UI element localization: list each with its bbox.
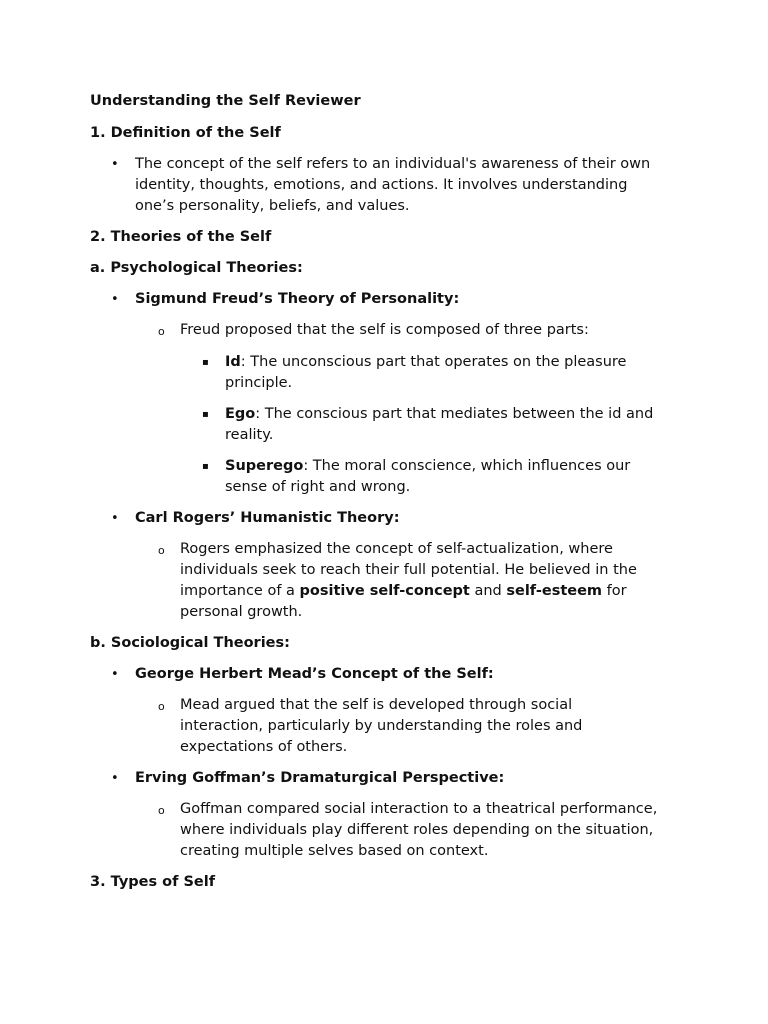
bullet-marker: • [111,157,119,172]
bullet-marker: • [111,292,119,307]
rogers-line-3 [180,581,627,602]
id-item-line-2: principle. [225,375,293,391]
section-3-heading: 3. Types of Self [90,874,216,890]
mead-line-1: Mead argued that the self is developed through social [180,697,573,713]
subsection-a-heading: a. Psychological Theories: [90,260,303,276]
goffman-line-1: Goffman compared social interaction to a theatrical performance, [180,801,658,817]
freud-theory-title: Sigmund Freud’s Theory of Personality: [135,291,460,307]
self-esteem-term: self-esteem [506,583,603,599]
circle-bullet-marker: o [158,804,165,817]
rogers-text: importance of a [180,583,300,599]
square-bullet-marker: ▪ [202,409,209,420]
rogers-text: for [602,583,627,599]
square-bullet-marker: ▪ [202,461,209,472]
document-title: Understanding the Self Reviewer [90,93,361,109]
superego-description: : The moral conscience, which influences our [303,458,631,474]
superego-item-line-1 [225,456,630,477]
definition-line-1: The concept of the self refers to an individual's awareness of their own [135,156,651,172]
subsection-b-heading: b. Sociological Theories: [90,635,290,651]
section-2-heading: 2. Theories of the Self [90,229,272,245]
ego-description: : The conscious part that mediates between the id and [255,406,654,422]
rogers-text: and [469,583,507,599]
circle-bullet-marker: o [158,700,165,713]
circle-bullet-marker: o [158,544,165,557]
bullet-marker: • [111,511,119,526]
definition-line-2: identity, thoughts, emotions, and actions. It involves understanding [135,177,628,193]
id-description: : The unconscious part that operates on the pleasure [240,354,627,370]
mead-line-2: interaction, particularly by understanding the roles and [180,718,583,734]
superego-term: Superego [225,458,304,474]
bullet-marker: • [111,771,119,786]
goffman-theory-title: Erving Goffman’s Dramaturgical Perspective: [135,770,505,786]
definition-line-3: one’s personality, beliefs, and values. [135,198,410,214]
freud-intro: Freud proposed that the self is composed of three parts: [180,322,589,338]
circle-bullet-marker: o [158,325,165,338]
ego-item-line-2: reality. [225,427,274,443]
goffman-line-2: where individuals play different roles depending on the situation, [180,822,654,838]
ego-term: Ego [225,406,256,422]
bullet-marker: • [111,667,119,682]
rogers-line-4: personal growth. [180,604,303,620]
id-item-line-1 [225,352,626,373]
goffman-line-3: creating multiple selves based on context. [180,843,489,859]
rogers-line-2: individuals seek to reach their full potential. He believed in the [180,562,637,578]
mead-line-3: expectations of others. [180,739,348,755]
positive-self-concept-term: positive self-concept [299,583,470,599]
mead-theory-title: George Herbert Mead’s Concept of the Self: [135,666,494,682]
rogers-line-1: Rogers emphasized the concept of self-actualization, where [180,541,613,557]
ego-item-line-1 [225,404,653,425]
id-term: Id [225,354,241,370]
rogers-theory-title: Carl Rogers’ Humanistic Theory: [135,510,400,526]
section-1-heading: 1. Definition of the Self [90,125,281,141]
square-bullet-marker: ▪ [202,357,209,368]
superego-item-line-2: sense of right and wrong. [225,479,411,495]
